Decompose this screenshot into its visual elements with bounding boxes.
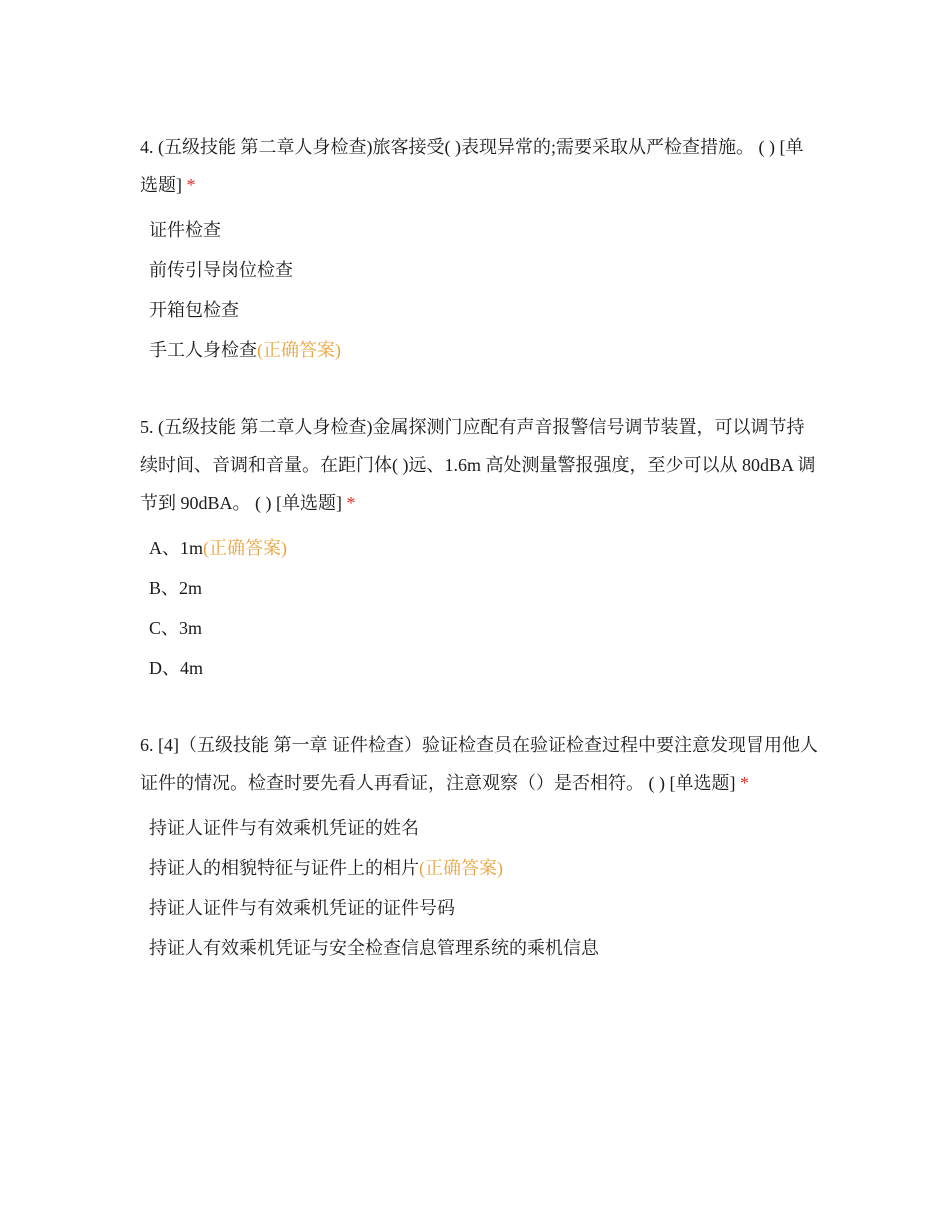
option-label: 前传引导岗位检查 — [149, 260, 293, 280]
option-item[interactable] — [149, 250, 820, 290]
correct-answer-tag: (正确答案) — [203, 538, 287, 558]
question-text — [140, 408, 820, 522]
survey-page — [140, 128, 820, 968]
correct-answer-tag: (正确答案) — [419, 858, 503, 878]
question-5-stem: 5. (五级技能 第二章人身检查)金属探测门应配有声音报警信号调节装置，可以调节持续时间、音调和音量。在距门体( )远、1.6m 高处测量警报强度，至少可以从 80dBA 调节到 90dBA。 ( ) [单选题] — [140, 417, 816, 513]
option-list — [140, 210, 820, 370]
required-mark: * — [739, 773, 749, 793]
option-item[interactable] — [149, 290, 820, 330]
required-mark: * — [186, 175, 196, 195]
question-6-stem: 6. [4]（五级技能 第一章 证件检查）验证检查员在验证检查过程中要注意发现冒用他人证件的情况。检查时要先看人再看证，注意观察（）是否相符。 ( ) [单选题] — [140, 735, 818, 793]
option-item[interactable] — [149, 528, 820, 568]
option-label: C、3m — [149, 618, 203, 638]
required-mark: * — [346, 493, 356, 513]
option-label: 持证人的相貌特征与证件上的相片 — [149, 858, 419, 878]
question-6 — [140, 726, 820, 968]
option-list — [140, 808, 820, 968]
option-label: D、4m — [149, 658, 203, 678]
question-text — [140, 128, 820, 204]
correct-answer-tag: (正确答案) — [257, 340, 341, 360]
option-label: 手工人身检查 — [149, 340, 257, 360]
option-label: 持证人证件与有效乘机凭证的证件号码 — [149, 898, 455, 918]
option-item[interactable] — [149, 608, 820, 648]
option-item[interactable] — [149, 330, 820, 370]
option-label: A、1m — [149, 538, 203, 558]
option-label: 持证人有效乘机凭证与安全检查信息管理系统的乘机信息 — [149, 938, 599, 958]
option-item[interactable] — [149, 210, 820, 250]
option-item[interactable] — [149, 648, 820, 688]
option-label: 持证人证件与有效乘机凭证的姓名 — [149, 818, 419, 838]
question-5 — [140, 408, 820, 688]
option-item[interactable] — [149, 928, 820, 968]
option-item[interactable] — [149, 808, 820, 848]
option-item[interactable] — [149, 888, 820, 928]
question-text — [140, 726, 820, 802]
question-4 — [140, 128, 820, 370]
option-label: B、2m — [149, 578, 203, 598]
option-label: 开箱包检查 — [149, 300, 239, 320]
question-4-stem: 4. (五级技能 第二章人身检查)旅客接受( )表现异常的;需要采取从严检查措施。 ( ) [单选题] — [140, 137, 804, 195]
option-list — [140, 528, 820, 688]
option-item[interactable] — [149, 568, 820, 608]
option-label: 证件检查 — [149, 220, 221, 240]
option-item[interactable] — [149, 848, 820, 888]
